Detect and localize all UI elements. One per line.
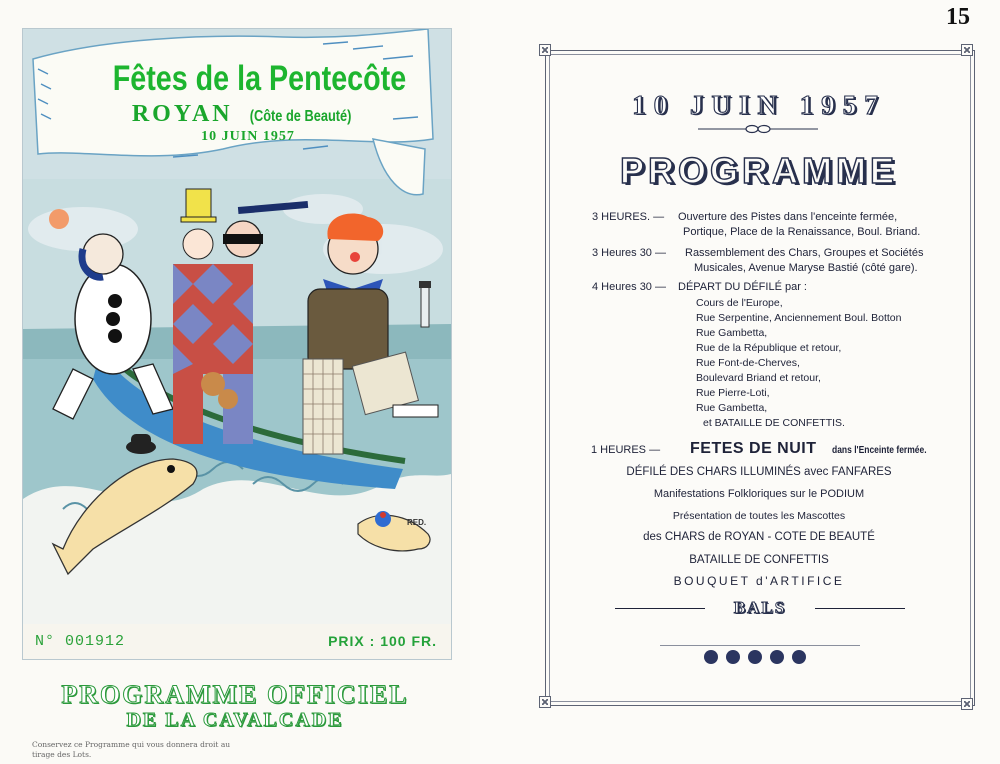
poster-title: Fêtes de la Pentecôte (112, 59, 407, 98)
night-line: Présentation de toutes les Mascottes (672, 510, 846, 522)
left-page (0, 0, 470, 764)
divider-ornament-icon (698, 124, 818, 134)
divider-line (660, 645, 860, 646)
divider-line (815, 608, 905, 609)
program-heading: PROGRAMME (620, 150, 898, 191)
bals-label: BALS (733, 598, 787, 617)
poster-region: (Côte de Beauté) (249, 108, 352, 125)
schedule-item (592, 246, 972, 276)
route-stop: Cours de l'Europe, (696, 297, 783, 309)
dot-ornament (704, 650, 814, 666)
route-stop: Rue Pierre-Loti, (696, 387, 770, 399)
poster-signature: RED. (407, 518, 427, 527)
night-line: Manifestations Folkloriques sur le PODIUM (653, 488, 865, 500)
dot-icon (770, 650, 784, 664)
dot-icon (748, 650, 762, 664)
route-stop: et BATAILLE DE CONFETTIS. (703, 417, 845, 429)
schedule-time: 4 Heures 30 — (592, 281, 666, 293)
poster-date: 10 JUIN 1957 (201, 129, 295, 144)
route-stop: Rue Serpentine, Anciennement Boul. Botton (696, 312, 902, 324)
program-date: 10 JUIN 1957 (632, 90, 886, 120)
night-title: FETES DE NUIT (690, 440, 817, 457)
schedule-time: 3 Heures 30 — (592, 247, 666, 259)
poster-number: N° 001912 (35, 633, 126, 650)
cavalcade-subtitle: DE LA CAVALCADE (126, 709, 344, 731)
route-stop: Boulevard Briand et retour, (696, 372, 821, 384)
corner-ornament-top-right (961, 44, 973, 56)
schedule-time: 3 HEURES. — (592, 211, 665, 223)
route-stop: Rue Font-de-Cherves, (696, 357, 800, 369)
schedule-line: DÉPART DU DÉFILÉ par : (678, 281, 807, 293)
night-line: BOUQUET d'ARTIFICE (673, 574, 845, 588)
page-number: 15 (946, 4, 970, 30)
program-official-title: PROGRAMME OFFICIEL (61, 680, 409, 709)
schedule-line: Portique, Place de la Renaissance, Boul. Briand. (683, 226, 921, 238)
route-stop: Rue de la République et retour, (696, 342, 842, 354)
dot-icon (704, 650, 718, 664)
schedule-line: Ouverture des Pistes dans l'enceinte fermée, (678, 211, 898, 223)
route-stop: Rue Gambetta, (696, 327, 768, 339)
night-place: dans l'Enceinte fermée. (832, 445, 927, 456)
dot-icon (792, 650, 806, 664)
night-line: des CHARS de ROYAN - COTE DE BEAUTÉ (643, 531, 875, 543)
dot-icon (726, 650, 740, 664)
bals-row (610, 598, 910, 618)
corner-ornament-top-left (539, 44, 551, 56)
divider-line (615, 608, 705, 609)
schedule-line: Musicales, Avenue Maryse Bastié (côté gare). (694, 262, 918, 274)
poster-city: ROYAN (131, 101, 233, 127)
poster-subtitle (83, 101, 413, 128)
poster (22, 28, 452, 660)
night-line: BATAILLE DE CONFETTIS (689, 554, 829, 566)
route-stop: Rue Gambetta, (696, 402, 768, 414)
right-page (470, 0, 1000, 764)
lottery-note: Conservez ce Programme qui vous donnera droit au tirage des Lots. (32, 740, 231, 759)
corner-ornament-bottom-right (961, 698, 973, 710)
schedule-line: Rassemblement des Chars, Groupes et Sociétés (685, 247, 924, 259)
night-line: DÉFILÉ DES CHARS ILLUMINÉS avec FANFARES (626, 466, 892, 478)
schedule-item (592, 210, 972, 240)
corner-ornament-bottom-left (539, 696, 551, 708)
night-time: 1 HEURES — (591, 444, 661, 456)
schedule-item (592, 280, 972, 296)
poster-price: PRIX : 100 FR. (328, 633, 437, 649)
